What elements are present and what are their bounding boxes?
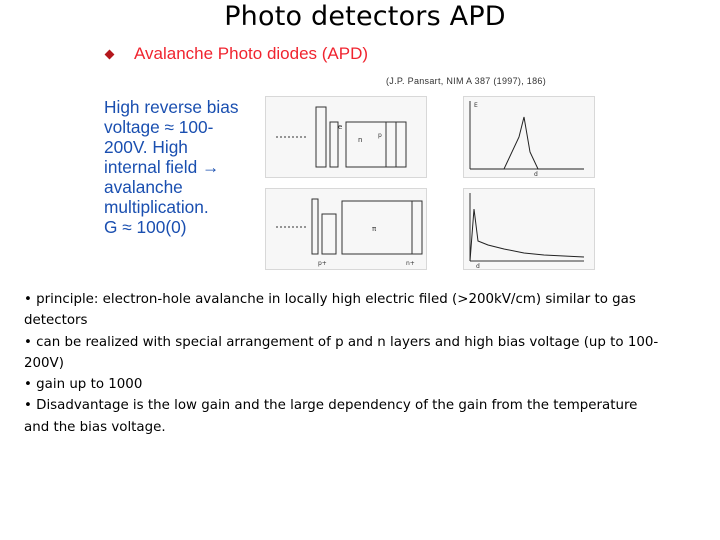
bullet-item: • can be realized with special arrangement of p and n layers and high bias voltage (up to 100-200V) (24, 334, 659, 371)
label-n-plus: n+ (406, 260, 415, 267)
bullet-item: • Disadvantage is the low gain and the large dependency of the gain from the temperature and the bias voltage. (24, 398, 638, 435)
label-d: d (534, 171, 538, 177)
note-line: 200V. High (104, 137, 188, 157)
note-line: G ≈ 100(0) (104, 217, 187, 237)
note-line: multiplication. (104, 197, 209, 217)
note-line: avalanche (104, 177, 183, 197)
bullet-item: • principle: electron-hole avalanche in locally high electric filed (>200kV/cm) similar to gas detectors (24, 292, 636, 329)
structure-a-diagram (266, 97, 426, 177)
label-E: E (474, 102, 478, 109)
note-line: internal field → (104, 157, 220, 177)
note-line: High reverse bias (104, 97, 239, 117)
structure-b-diagram (266, 189, 426, 269)
subheading (106, 44, 368, 64)
body-text (24, 289, 664, 438)
bullet-item: • gain up to 1000 (24, 377, 143, 393)
notes-block (104, 97, 274, 237)
figure-structure-b (265, 188, 427, 270)
note-line: voltage ≈ 100- (104, 117, 214, 137)
label-e: e (338, 123, 343, 131)
field-a-plot (464, 97, 594, 177)
figure-field-a (463, 96, 595, 178)
label-pi: π (372, 225, 377, 233)
page-title: Photo detectors APD (224, 1, 506, 32)
label-p: p (378, 132, 382, 139)
diamond-bullet-icon (105, 49, 115, 59)
figure-structure-a (265, 96, 427, 178)
reference-citation: (J.P. Pansart, NIM A 387 (1997), 186) (386, 76, 547, 86)
label-n: n (358, 136, 363, 144)
label-p-plus: p+ (318, 260, 327, 267)
label-d-b: d (476, 263, 480, 269)
subheading-text: Avalanche Photo diodes (APD) (134, 44, 369, 63)
field-b-plot (464, 189, 594, 269)
figure-field-b (463, 188, 595, 270)
